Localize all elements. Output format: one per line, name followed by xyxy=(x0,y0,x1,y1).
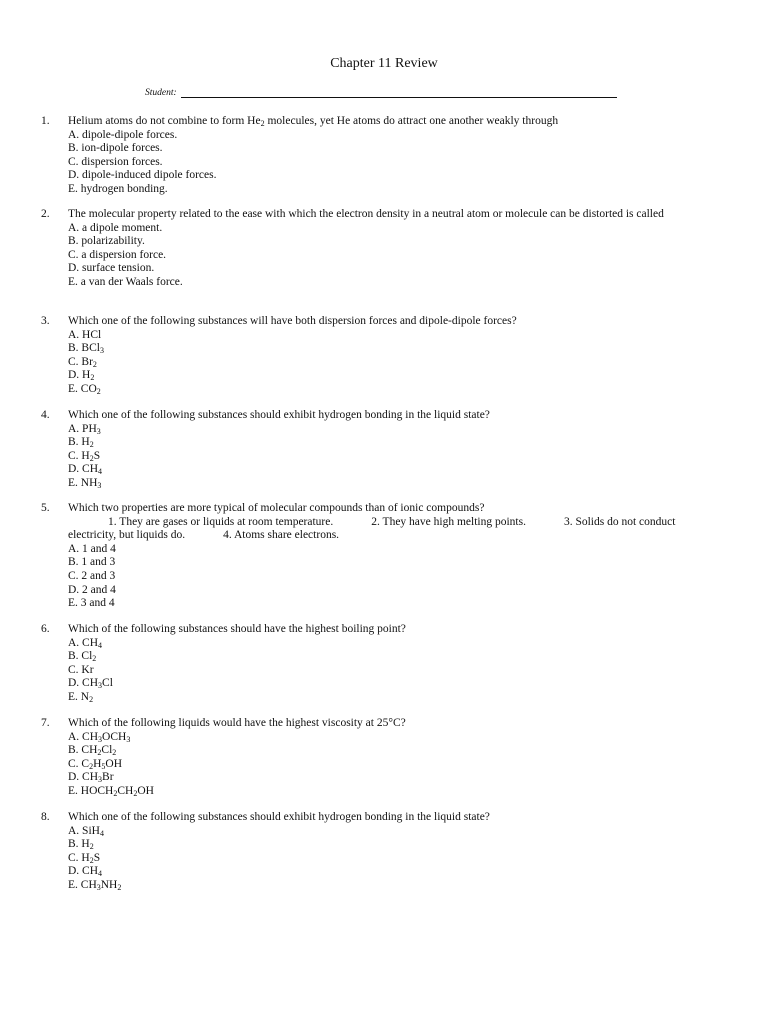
question-stem: Which of the following liquids would have the highest viscosity at 25°C? xyxy=(68,717,406,729)
question-4 xyxy=(41,409,711,491)
option-d[interactable]: D. surface tension. xyxy=(68,262,155,275)
option-list xyxy=(68,129,711,197)
question-number: 3. xyxy=(41,315,50,327)
question-number: 7. xyxy=(41,717,50,729)
question-number: 5. xyxy=(41,502,50,514)
option-d[interactable]: D. $CH_4$ xyxy=(68,865,103,879)
question-6 xyxy=(41,623,711,705)
option-a[interactable]: A. $CH_3OCH_3$ xyxy=(68,730,131,744)
question-number: 1. xyxy=(41,115,50,127)
student-name-blank[interactable] xyxy=(181,88,617,98)
option-d[interactable]: D. dipole-induced dipole forces. xyxy=(68,169,217,182)
question-stem: Which one of the following substances should exhibit hydrogen bonding in the liquid state? xyxy=(68,409,490,421)
option-list xyxy=(68,543,711,611)
option-c[interactable]: C. a dispersion force. xyxy=(68,248,167,261)
question-number: 4. xyxy=(41,409,50,421)
option-b[interactable]: B. ion-dipole forces. xyxy=(68,142,163,155)
option-b[interactable]: B. $Cl_2$ xyxy=(68,650,97,664)
option-d[interactable]: D. $H_2$ xyxy=(68,369,95,383)
option-list xyxy=(68,731,711,799)
option-b[interactable]: B. polarizability. xyxy=(68,235,145,248)
option-list xyxy=(68,222,711,290)
option-a[interactable]: A. $PH_3$ xyxy=(68,422,101,436)
question-number: 2. xyxy=(41,208,50,220)
option-e[interactable]: E. $CH_3NH_2$ xyxy=(68,878,122,892)
option-list xyxy=(68,637,711,705)
option-a[interactable]: A. $CH_4$ xyxy=(68,636,103,650)
option-c[interactable]: C. $H_2S$ xyxy=(68,449,101,463)
question-5 xyxy=(41,502,711,611)
student-label: Student: xyxy=(145,88,177,98)
option-a[interactable]: A. dipole-dipole forces. xyxy=(68,128,178,141)
option-b[interactable]: B. $H_2$ xyxy=(68,838,94,852)
question-stem: Helium atoms do not combine to form $He_2$ molecules, yet He atoms do attract one another weakly through xyxy=(68,115,559,128)
option-d[interactable]: D. $CH_3Cl$ xyxy=(68,677,113,691)
option-a[interactable]: A. a dipole moment. xyxy=(68,221,163,234)
option-b[interactable]: B. BCl$_3$ xyxy=(68,342,104,356)
option-b[interactable]: B. $H_2$ xyxy=(68,436,94,450)
option-e[interactable]: E. 3 and 4 xyxy=(68,597,115,610)
statement-1: 1. They are gases or liquids at room temperature. xyxy=(108,515,334,528)
option-a[interactable]: A. HCl xyxy=(68,328,102,341)
option-e[interactable]: E. a van der Waals force. xyxy=(68,275,183,288)
question-stem: The molecular property related to the ease with which the electron density in a neutral atom or molecule can be distorted is called xyxy=(68,208,664,220)
option-c[interactable]: C. $Br_2$ xyxy=(68,355,97,369)
question-stem: Which of the following substances should have the highest boiling point? xyxy=(68,623,406,635)
option-a[interactable]: A. 1 and 4 xyxy=(68,542,116,555)
question-2 xyxy=(41,208,711,290)
statement-4: 4. Atoms share electrons. xyxy=(223,529,340,542)
option-list xyxy=(68,825,711,893)
question-number: 6. xyxy=(41,623,50,635)
option-d[interactable]: D. $CH_3Br$ xyxy=(68,771,114,785)
option-c[interactable]: C. Kr xyxy=(68,663,94,676)
option-e[interactable]: E. $N_2$ xyxy=(68,690,94,704)
option-d[interactable]: D. 2 and 4 xyxy=(68,583,116,596)
option-b[interactable]: B. 1 and 3 xyxy=(68,556,116,569)
question-3 xyxy=(41,315,711,397)
option-d[interactable]: D. $CH_4$ xyxy=(68,463,103,477)
option-c[interactable]: C. $H_2S$ xyxy=(68,851,101,865)
question-8 xyxy=(41,811,711,893)
question-stem: Which two properties are more typical of molecular compounds than of ionic compounds? xyxy=(68,502,485,514)
option-e[interactable]: E. $CO_2$ xyxy=(68,382,101,396)
option-b[interactable]: B. $CH_2Cl_2$ xyxy=(68,744,117,758)
option-e[interactable]: E. hydrogen bonding. xyxy=(68,182,168,195)
statement-3: 3. Solids do not conduct electricity, but liquids do. xyxy=(68,515,676,542)
statement-list xyxy=(68,516,711,543)
option-a[interactable]: A. SiH$_4$ xyxy=(68,824,104,838)
option-c[interactable]: C. 2 and 3 xyxy=(68,569,116,582)
option-list xyxy=(68,423,711,491)
page-title: Chapter 11 Review xyxy=(330,56,438,71)
question-stem: Which one of the following substances will have both dispersion forces and dipole-dipole forces? xyxy=(68,315,517,327)
option-c[interactable]: C. dispersion forces. xyxy=(68,155,163,168)
question-stem: Which one of the following substances should exhibit hydrogen bonding in the liquid state? xyxy=(68,811,490,823)
option-list xyxy=(68,329,711,397)
question-1 xyxy=(41,115,711,197)
statement-2: 2. They have high melting points. xyxy=(371,515,526,528)
question-7 xyxy=(41,717,711,799)
option-e[interactable]: E. $HOCH_2CH_2OH$ xyxy=(68,784,154,798)
student-name-line xyxy=(145,88,617,98)
option-c[interactable]: C. $C_2H_5OH$ xyxy=(68,757,123,771)
question-number: 8. xyxy=(41,811,50,823)
option-e[interactable]: E. $NH_3$ xyxy=(68,476,102,490)
